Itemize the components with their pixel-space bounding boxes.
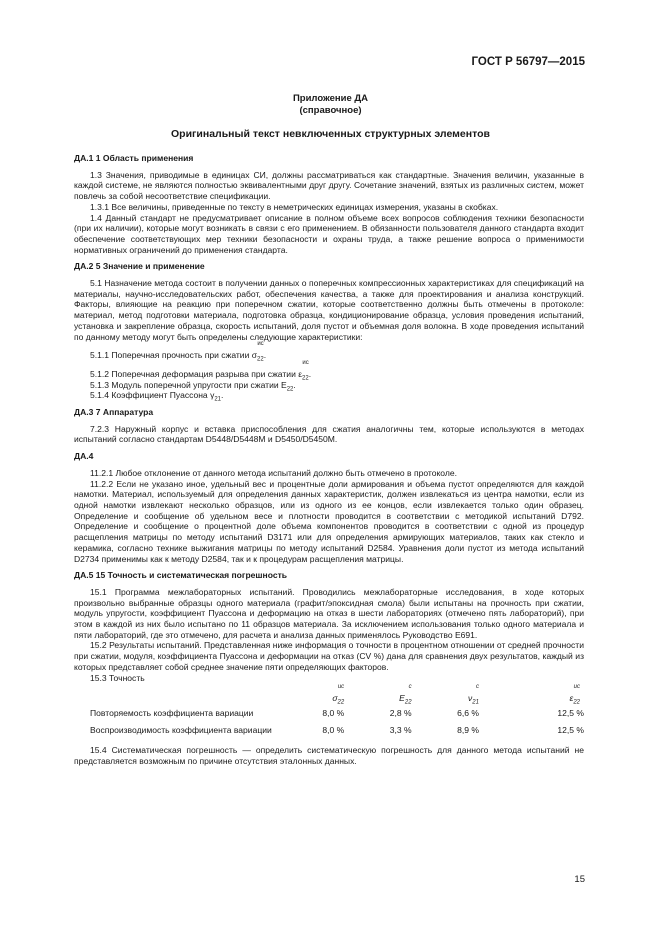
paragraph-7-2-3: 7.2.3 Наружный корпус и вставка приспособления для сжатия аналогичны тем, которые используются в методах испытаний согласно стандартам D5448/D5448M и D5450/D5450M. xyxy=(74,423,584,445)
section-heading-significance: ДА.2 5 Значение и применение xyxy=(74,261,205,272)
table-header-row xyxy=(74,684,584,705)
table-cell: 8,0 % xyxy=(322,725,345,736)
annex-title: Приложение ДА xyxy=(292,93,369,104)
col-header-strength: $\sigma^{ис}$ $_{22}$ xyxy=(332,684,345,706)
document-title: Оригинальный текст невключенных структурных элементов xyxy=(171,128,490,140)
section-heading-apparatus: ДА.3 7 Аппаратура xyxy=(74,407,154,418)
col-header-modulus: $E^c$ $_{22}$ xyxy=(399,684,412,706)
paragraph-15-3: 15.3 Точность xyxy=(90,672,145,683)
section-heading-precision: ДА.5 15 Точность и систематическая погрешность xyxy=(74,570,288,581)
table-cell: 8,0 % xyxy=(322,708,345,719)
table-cell: 12,5 % xyxy=(557,725,584,736)
paragraph-11-2-1: 11.2.1 Любое отклонение от данного метода испытаний должно быть отмечено в протоколе. xyxy=(90,467,457,478)
table-cell: 3,3 % xyxy=(389,725,412,736)
annex-kind: (справочное) xyxy=(299,105,362,116)
table-cell: 6,6 % xyxy=(457,708,479,719)
precision-table xyxy=(74,684,584,739)
page-number: 15 xyxy=(574,874,585,885)
paragraph-1-4: 1.4 Данный стандарт не предусматривает описание в полном объеме всех вопросов соблюдения техники безопасности (при их наличии), которые могут возникать в связи с его применением. В обязанности пользователя данного стандарта входит обеспечение соответствующих мер техники безопасности и охраны труда, а также решение вопроса о применимости нормативных ограничений до применения стандарта. xyxy=(74,212,584,255)
row-label: Воспроизводимость коэффициента вариации xyxy=(90,725,272,736)
table-cell: 8,9 % xyxy=(457,725,479,736)
paragraph-1-3-1: 1.3.1 Все величины, приведенные по тексту в неметрических единицах измерения, указаны в скобках. xyxy=(90,201,499,212)
paragraph-15-4: 15.4 Систематическая погрешность — определить систематическую погрешность для данного метода испытаний не представляется возможным по причине отсутствия эталонных данных. xyxy=(74,744,584,766)
list-item-5-1-2: 5.1.2 Поперечная деформация разрыва при сжатии $\varepsilon^{ис}$ $_{22}$. xyxy=(90,360,312,382)
list-item-5-1-1: 5.1.1 Поперечная прочность при сжатии $\sigma^{ис}$ $_{22}$. xyxy=(90,341,267,363)
annex-heading xyxy=(0,93,661,117)
list-item-5-1-3: 5.1.3 Модуль поперечной упругости при сжатии $E_{22}$. xyxy=(90,379,296,393)
table-cell: 12,5 % xyxy=(557,708,584,719)
paragraph-11-2-2: 11.2.2 Если не указано иное, удельный вес и процентные доли армирования и объема пустот определяются для каждой намотки. Материал, используемый для определения данных характеристик, должен извлекаться из центра намотки, если из одной намотки извлекают несколько образцов, или из одного из ее концов, если извлекается только один образец. Определение и сообщение об удельном весе и плотности проводится в соответствии с методикой испытаний D792. Определение и сообщение о процентной доле объема компонентов проводится в соответствии с одной из процедур расщепления матрицы по методу испытаний D3171 или для определения армирующих материалов, таких как стекло и керамика, согласно технике выжигания матрицы по методу испытаний D2584. Уравнения доли пустот из метода испытаний D2734 применимы как к методу D2584, так и к процедурам расщепления матрицы. xyxy=(74,478,584,564)
list-item-5-1-4: 5.1.4 Коэффициент Пуассона $\gamma_{21}$. xyxy=(90,390,224,404)
col-header-strain: $\varepsilon^{ис}$ $_{22}$ xyxy=(569,684,580,706)
table-row xyxy=(74,705,584,722)
col-header-poisson: $\nu^c$ $_{21}$ xyxy=(467,684,479,706)
paragraph-15-1: 15.1 Программа межлабораторных испытаний. Проводились межлабораторные исследования, в ходе которых произвольно выбранные образцы одного материала (графит/эпоксидная смола) были испытаны на прочность при сжатии, модуль упругости, коэффициент Пуассона и деформацию на отказ в шести лабораториях (отмечено пять лабораторий), при этом в каждой из них было испытано по 11 образцов материала. За исключением использования только одного материала и пяти лабораторий, где это отмечено, для расчета и анализа данных применялось Руководство E691. xyxy=(74,586,584,640)
paragraph-15-2: 15.2 Результаты испытаний. Представленная ниже информация о точности в процентном отношении от средней прочности при сжатии, модуля, коэффициента Пуассона и деформации на отказ (CV %) дана для сравнения двух результатов, каждый из которых представляет собой среднее значение пяти определяющих факторов. xyxy=(74,640,584,672)
section-heading-scope: ДА.1 1 Область применения xyxy=(74,153,194,163)
paragraph-5-1: 5.1 Назначение метода состоит в получении данных о поперечных компрессионных характеристиках для спецификаций на материалы, научно-исследовательских работ, обеспечения качества, а также для проектирования и анализа конструкций. Факторы, влияющие на реакцию при поперечном сжатии, которые соответственно должны быть отмечены в протоколе: материал, метод подготовки материала, подготовка образца, кондиционирование образца, условия проведения испытаний, установка и закрепление образца, скорость испытаний, доля пустот и объемная доля волокна. В ходе проведения испытаний по данному методу могут быть определены следующие характеристики: xyxy=(74,278,584,342)
row-label: Повторяемость коэффициента вариации xyxy=(90,708,254,719)
document-body xyxy=(74,147,584,766)
standard-designation: ГОСТ Р 56797—2015 xyxy=(471,56,585,68)
table-row xyxy=(74,722,584,739)
section-heading-da4: ДА.4 xyxy=(74,451,94,462)
table-cell: 2,8 % xyxy=(389,708,412,719)
paragraph-1-3: 1.3 Значения, приводимые в единицах СИ, должны рассматриваться как стандартные. Значения величин, указанные в каждой системе, не являются полностью эквивалентными друг другу. Сочетание значений, взятых из различных систем, может повлечь за собой несоответствие спецификации. xyxy=(74,169,584,202)
